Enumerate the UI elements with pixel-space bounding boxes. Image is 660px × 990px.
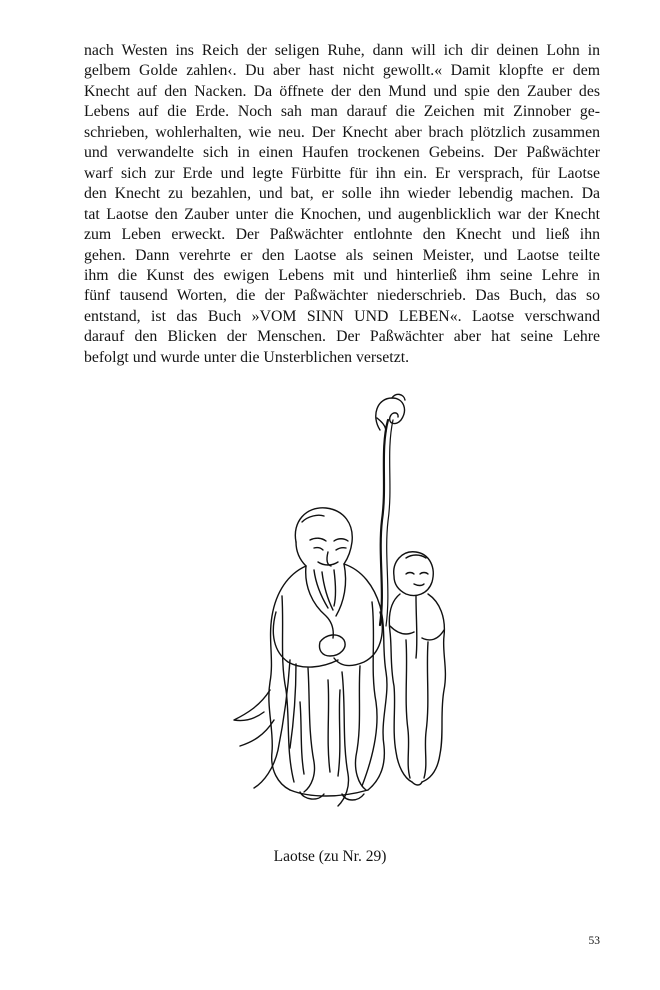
body-text (84, 41, 600, 368)
text-line: nach Westen ins Reich der seligen Ruhe, dann will ich dir deinen Lohn in (84, 42, 600, 59)
text-line: tat Laotse den Zauber unter die Knochen, und augenblicklich war der Knecht (84, 205, 600, 223)
text-line: Knecht auf den Nacken. Da öffnete der den Mund und spie den Zauber des (84, 82, 600, 100)
page-number: 53 (588, 935, 600, 947)
child-figure (389, 552, 445, 785)
text-line: fünf tausend Worten, die der Paßwächter niederschrieb. Das Buch, das so (84, 287, 600, 305)
text-line: befolgt und wurde unter die Unsterblichen versetzt. (84, 348, 410, 366)
text-line: gehen. Dann verehrte er den Laotse als seinen Meister, und Laotse teilte (84, 246, 600, 264)
text-line: ihm die Kunst des ewigen Lebens mit und hinterließ ihm seine Lehre in (84, 266, 600, 284)
text-line: warf sich zur Erde und legte Fürbitte für ihn ein. Er versprach, für Laotse (84, 164, 600, 182)
text-line: zum Leben erweckt. Der Paßwächter entlohnte den Knecht und ließ ihn (84, 226, 600, 244)
text-line: den Knecht zu bezahlen, und bat, er solle ihn wieder lebendig machen. Da (84, 185, 600, 203)
text-line: Lebens auf die Erde. Noch sah man darauf die Zeichen mit Zinnober ge- (84, 103, 600, 121)
text-line: gelbem Golde zahlen‹. Du aber hast nicht gewollt.« Damit klopfte er dem (84, 62, 600, 80)
laotse-illustration (230, 390, 470, 822)
text-line: entstand, ist das Buch »VOM SINN UND LEBEN«. Laotse verschwand (84, 307, 600, 325)
text-line: schrieben, wohlerhalten, wie neu. Der Knecht aber brach plötzlich zusammen (84, 123, 600, 141)
text-line: darauf den Blicken der Menschen. Der Paßwächter aber hat seine Lehre (84, 328, 600, 346)
text-line: und verwandelte sich in einen Haufen trockenen Gebeins. Der Paßwächter (84, 144, 600, 162)
illustration-caption: Laotse (zu Nr. 29) (273, 848, 387, 865)
laotse-figure (234, 508, 387, 806)
